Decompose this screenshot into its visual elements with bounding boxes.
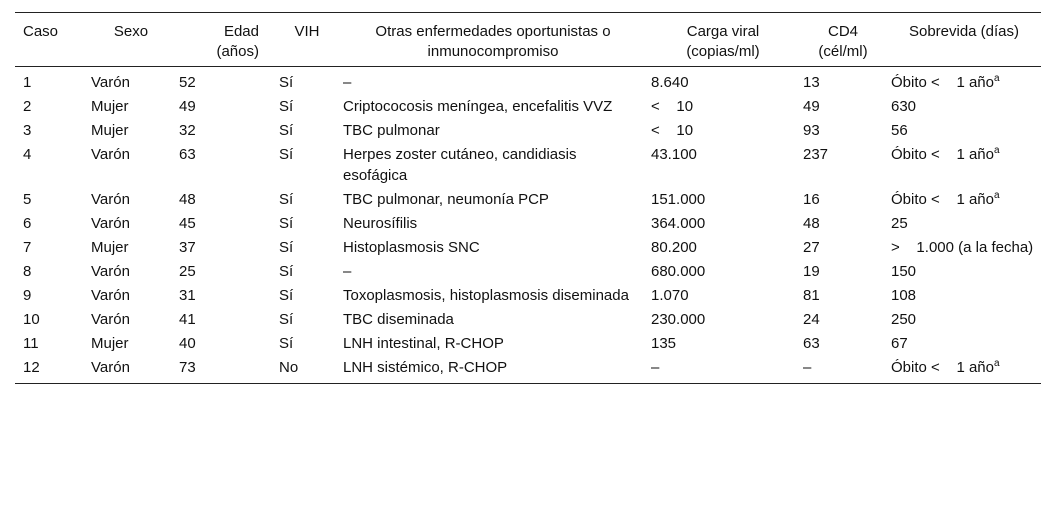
cell-sexo: Varón: [91, 191, 130, 208]
cell-caso: 12: [23, 359, 40, 376]
header-sexo: Sexo: [113, 23, 149, 40]
cell-edad: 32: [179, 122, 196, 139]
cell-sobrevida: Óbito < 1 año$^a$: [891, 73, 1000, 91]
cell-cd4: 16: [803, 191, 820, 208]
table-row: [15, 212, 1041, 236]
cell-caso: 1: [23, 74, 32, 91]
cell-otras-enfermedades: Criptococosis meníngea, encefalitis VVZ: [343, 98, 613, 115]
header-carga-viral: Carga viral (copias/ml): [686, 23, 760, 60]
cell-caso: 6: [23, 215, 32, 232]
cell-vih: Sí: [279, 98, 294, 115]
table-row: [15, 332, 1041, 356]
cell-otras-enfermedades: LNH sistémico, R-CHOP: [343, 359, 508, 376]
cell-carga-viral: 8.640: [651, 74, 689, 91]
cell-caso: 2: [23, 98, 32, 115]
cell-caso: 9: [23, 287, 32, 304]
cell-otras-enfermedades: Herpes zoster cutáneo, candidiasis esofágica: [343, 146, 577, 184]
cell-sexo: Varón: [91, 359, 130, 376]
cell-otras-enfermedades: Toxoplasmosis, histoplasmosis diseminada: [343, 287, 629, 304]
cell-vih: Sí: [279, 74, 294, 91]
cell-caso: 10: [23, 311, 40, 328]
table-row: [15, 236, 1041, 260]
cell-edad: 25: [179, 263, 196, 280]
table-row: [15, 260, 1041, 284]
cell-sobrevida: Óbito < 1 año$^a$: [891, 358, 1000, 376]
cell-otras-enfermedades: Neurosífilis: [343, 215, 418, 232]
cell-edad: 49: [179, 98, 196, 115]
cell-caso: 8: [23, 263, 32, 280]
table-row: [15, 188, 1041, 212]
cell-cd4: 27: [803, 239, 820, 256]
cell-sexo: Mujer: [91, 122, 129, 139]
table-row: [15, 143, 1041, 188]
cell-carga-viral: 1.070: [651, 287, 689, 304]
cell-cd4: 48: [803, 215, 820, 232]
cell-carga-viral: < 10: [651, 122, 694, 139]
cell-sexo: Mujer: [91, 335, 129, 352]
cell-sobrevida: 630: [891, 98, 917, 115]
table-row: [15, 284, 1041, 308]
cell-carga-viral: 80.200: [651, 239, 697, 256]
cell-cd4: –: [803, 359, 812, 376]
cell-vih: Sí: [279, 287, 294, 304]
cell-sexo: Varón: [91, 146, 130, 163]
cell-cd4: 63: [803, 335, 820, 352]
cell-otras-enfermedades: TBC pulmonar, neumonía PCP: [343, 191, 549, 208]
cell-otras-enfermedades: Histoplasmosis SNC: [343, 239, 480, 256]
cell-edad: 37: [179, 239, 196, 256]
header-edad: Edad (años): [216, 23, 259, 60]
cell-carga-viral: < 10: [651, 98, 694, 115]
cell-otras-enfermedades: LNH intestinal, R-CHOP: [343, 335, 504, 352]
header-row: [15, 13, 1041, 67]
cell-cd4: 19: [803, 263, 820, 280]
footnote-marker: a: [994, 190, 1000, 201]
cell-sobrevida: 67: [891, 335, 908, 352]
header-cd4: CD4 (cél/ml): [818, 23, 868, 60]
table-row: [15, 308, 1041, 332]
cell-sobrevida: 150: [891, 263, 917, 280]
cell-cd4: 237: [803, 146, 829, 163]
cell-carga-viral: 151.000: [651, 191, 706, 208]
cell-caso: 7: [23, 239, 32, 256]
cell-cd4: 93: [803, 122, 820, 139]
header-sobrevida: Sobrevida (días): [908, 23, 1020, 40]
cell-sexo: Varón: [91, 263, 130, 280]
cell-cd4: 13: [803, 74, 820, 91]
cell-cd4: 24: [803, 311, 820, 328]
cell-sobrevida: 56: [891, 122, 908, 139]
footnote-marker: a: [994, 358, 1000, 369]
cell-edad: 52: [179, 74, 196, 91]
cell-carga-viral: 364.000: [651, 215, 706, 232]
cell-otras-enfermedades: TBC pulmonar: [343, 122, 440, 139]
cell-sexo: Mujer: [91, 98, 129, 115]
cell-sexo: Varón: [91, 311, 130, 328]
cell-otras-enfermedades: –: [343, 263, 352, 280]
cell-sexo: Varón: [91, 215, 130, 232]
cell-caso: 3: [23, 122, 32, 139]
table-row: [15, 95, 1041, 119]
table-row: [15, 356, 1041, 384]
cell-vih: Sí: [279, 239, 294, 256]
cell-sexo: Varón: [91, 287, 130, 304]
header-otras-enfermedades: Otras enfermedades oportunistas o inmunocompromiso: [375, 23, 611, 60]
table-row: [15, 119, 1041, 143]
footnote-marker: a: [994, 145, 1000, 156]
cell-vih: Sí: [279, 191, 294, 208]
cell-otras-enfermedades: –: [343, 74, 352, 91]
cell-sobrevida: 25: [891, 215, 908, 232]
cell-vih: No: [279, 359, 299, 376]
footnote-marker: a: [994, 73, 1000, 84]
cell-sobrevida: 108: [891, 287, 917, 304]
cell-sobrevida: > 1.000 (a la fecha): [891, 239, 1034, 256]
cell-edad: 73: [179, 359, 196, 376]
cell-carga-viral: 43.100: [651, 146, 697, 163]
cell-sexo: Varón: [91, 74, 130, 91]
table-body: [15, 67, 1041, 384]
cell-cd4: 81: [803, 287, 820, 304]
cases-table: [15, 12, 1041, 384]
cell-caso: 5: [23, 191, 32, 208]
cell-edad: 41: [179, 311, 196, 328]
cell-carga-viral: 230.000: [651, 311, 706, 328]
cell-caso: 11: [23, 335, 39, 352]
cell-carga-viral: 135: [651, 335, 677, 352]
cell-cd4: 49: [803, 98, 820, 115]
cell-vih: Sí: [279, 215, 294, 232]
cell-sobrevida: Óbito < 1 año$^a$: [891, 145, 1000, 163]
header-caso: Caso: [23, 23, 59, 40]
cell-carga-viral: 680.000: [651, 263, 706, 280]
cell-edad: 63: [179, 146, 196, 163]
table-row: [15, 67, 1041, 96]
cell-carga-viral: –: [651, 359, 660, 376]
cell-edad: 45: [179, 215, 196, 232]
cell-vih: Sí: [279, 311, 294, 328]
cell-caso: 4: [23, 146, 32, 163]
cell-edad: 40: [179, 335, 196, 352]
cell-vih: Sí: [279, 146, 294, 163]
cell-sexo: Mujer: [91, 239, 129, 256]
cell-vih: Sí: [279, 122, 294, 139]
cell-vih: Sí: [279, 335, 294, 352]
cell-edad: 31: [179, 287, 196, 304]
cell-vih: Sí: [279, 263, 294, 280]
cell-otras-enfermedades: TBC diseminada: [343, 311, 454, 328]
header-vih: VIH: [294, 23, 320, 40]
cell-sobrevida: 250: [891, 311, 917, 328]
cell-edad: 48: [179, 191, 196, 208]
cell-sobrevida: Óbito < 1 año$^a$: [891, 190, 1000, 208]
